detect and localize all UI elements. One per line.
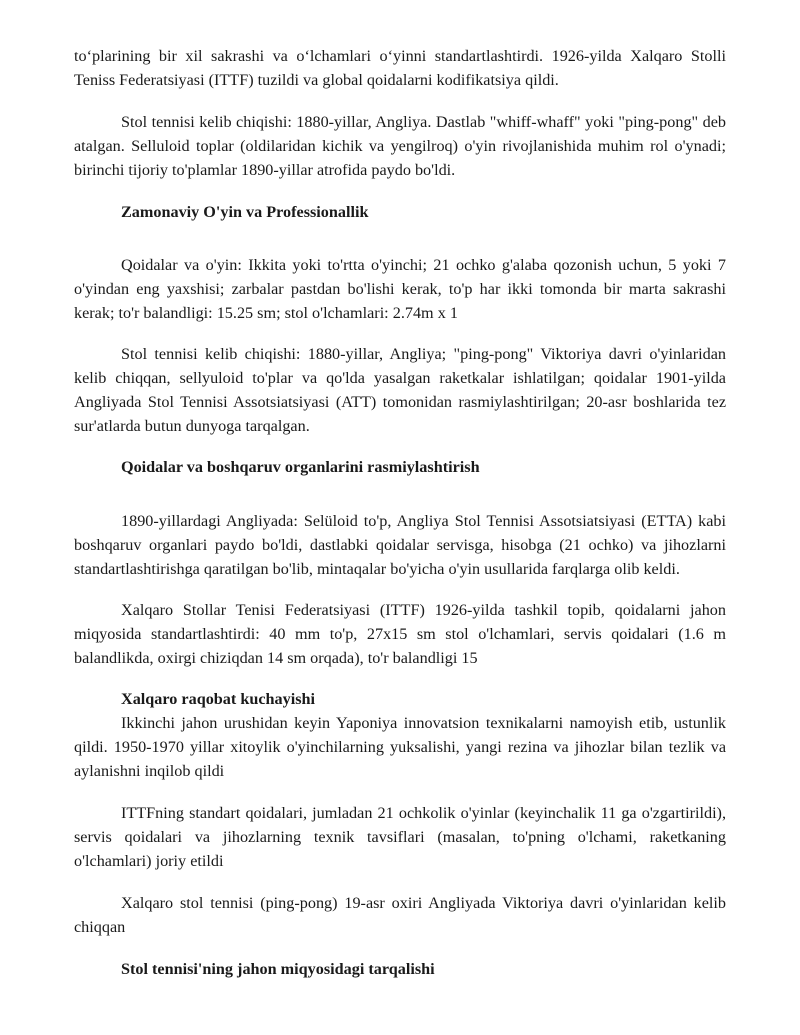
paragraph-pingpong-origin: Xalqaro stol tennisi (ping-pong) 19-asr oxiri Angliyada Viktoriya davri o'yinlaridan kelib chiqqan xyxy=(74,894,726,936)
heading-global-spread: Stol tennisi'ning jahon miqyosidagi tarqalishi xyxy=(121,960,435,978)
paragraph-1890s-england: 1890-yillardagi Angliyada: Selüloid to'p, Angliya Stol Tennisi Assotsiatsiyasi (ETTA) kabi boshqaruv organlari paydo bo'ldi, dastlabki qoidalar servisga, hisobga (21 ochko) va jihozlarni standartlashtirishga qaratilgan bo'lib, mintaqalar bo'yicha o'yin usullarida farqlarga olib keldi. xyxy=(74,512,726,578)
paragraph-origins-england: Stol tennisi kelib chiqishi: 1880-yillar, Angliya. Dastlab "whiff-whaff" yoki "ping-pong" deb atalgan. Selluloid toplar (oldilaridan kichik va yengilroq) o'yin rivojlanishida muhim rol o'ynadi; birinchi tijoriy to'plamlar 1890-yillar atrofida paydo bo'ldi. xyxy=(74,113,726,179)
paragraph-origins-victorian: Stol tennisi kelib chiqishi: 1880-yillar, Angliya; "ping-pong" Viktoriya davri o'yinlaridan kelib chiqqan, sellyuloid to'plar va qo'lda yasalgan raketkalar ishlatilgan; qoidalar 1901-yilda Angliyada Stol Tennisi Assotsiatsiyasi (ATT) tomonidan rasmiylashtirilgan; 20-asr boshlarida tez sur'atlarda butun dunyoga tarqalgan. xyxy=(74,345,726,435)
paragraph-rules-gameplay: Qoidalar va o'yin: Ikkita yoki to'rtta o'yinchi; 21 ochko g'alaba qozonish uchun, 5 yoki 7 o'yindan eng yaxshisi; zarbalar pastdan bo'lishi kerak, to'p har ikki tomonda bir marta sakrashi kerak; to'r balandligi: 15.25 sm; stol o'lchamlari: 2.74m x 1 xyxy=(74,256,726,322)
paragraph-japan-china: Ikkinchi jahon urushidan keyin Yaponiya innovatsion texnikalarni namoyish etib, ustunlik qildi. 1950-1970 yillar xitoylik o'yinchilarning yuksalishi, yangi rezina va jihozlar bilan tezlik va aylanishni inqilob qildi xyxy=(74,714,726,780)
paragraph-ittf-rules: ITTFning standart qoidalari, jumladan 21 ochkolik o'yinlar (keyinchalik 11 ga o'zgartirildi), servis qoidalari va jihozlarning texnik tavsiflari (masalan, to'pning o'lchami, raketkaning o'lchamlari) joriy etildi xyxy=(74,804,726,870)
paragraph-ittf-standards: Xalqaro Stollar Tenisi Federatsiyasi (ITTF) 1926-yilda tashkil topib, qoidalarni jahon miqyosida standartlashtirdi: 40 mm to'p, 27x15 sm stol o'lchamlari, servis qoidalari (1.6 m balandlikda, oxirgi chiziqdan 14 sm orqada), to'r balandligi 15 xyxy=(74,601,726,667)
heading-modern-game: Zamonaviy O'yin va Professionallik xyxy=(121,203,369,221)
heading-rules-governing-bodies: Qoidalar va boshqaruv organlarini rasmiylashtirish xyxy=(121,458,480,476)
heading-international-competition: Xalqaro raqobat kuchayishi xyxy=(121,690,315,708)
document-page xyxy=(74,44,726,981)
paragraph-ittf-founding: to‘plarining bir xil sakrashi va o‘lchamlari o‘yinni standartlashtirdi. 1926-yilda Xalqaro Stolli Teniss Federatsiyasi (ITTF) tuzildi va global qoidalarni kodifikatsiya qildi. xyxy=(74,47,726,89)
